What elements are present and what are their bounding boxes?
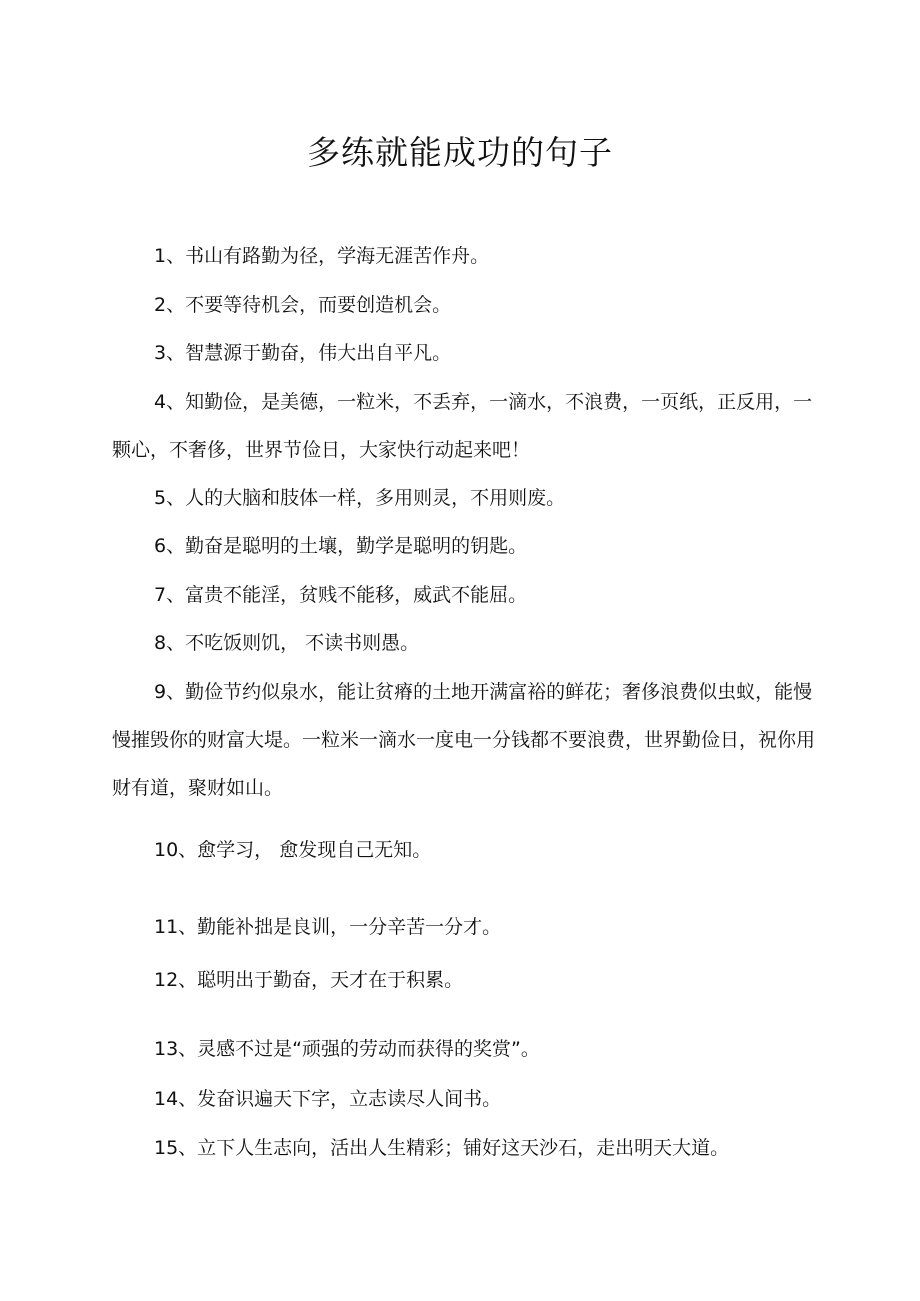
list-item: 10、愈学习， 愈发现自己无知。 <box>154 839 432 861</box>
list-item: 13、灵感不过是“顽强的劳动而获得的奖赏”。 <box>154 1038 540 1060</box>
list-item: 1、书山有路勤为径，学海无涯苦作舟。 <box>154 245 490 267</box>
list-item: 2、不要等待机会，而要创造机会。 <box>154 294 452 316</box>
list-item: 12、聪明出于勤奋，天才在于积累。 <box>154 969 464 991</box>
list-item: 8、不吃饭则饥， 不读书则愚。 <box>154 632 420 654</box>
list-item: 5、人的大脑和肢体一样，多用则灵，不用则废。 <box>154 487 566 509</box>
list-item: 6、勤奋是聪明的土壤，勤学是聪明的钥匙。 <box>154 535 528 557</box>
list-item: 4、知勤俭，是美德，一粒米，不丢弃，一滴水，不浪费，一页纸，正反用，一颗心，不奢侈，世界节俭日，大家快行动起来吧！ <box>112 391 813 461</box>
list-item: 7、富贵不能淫，贫贱不能移，威武不能屈。 <box>154 584 528 606</box>
list-item: 3、智慧源于勤奋，伟大出自平凡。 <box>154 342 452 364</box>
list-item: 9、勤俭节约似泉水，能让贫瘠的土地开满富裕的鲜花；奢侈浪费似虫蚁，能慢慢摧毁你的财富大堤。一粒米一滴水一度电一分钱都不要浪费，世界勤俭日，祝你用财有道，聚财如山。 <box>112 681 816 799</box>
list-item: 11、勤能补拙是良训，一分辛苦一分才。 <box>154 916 502 938</box>
list-item: 15、立下人生志向，活出人生精彩；铺好这天沙石，走出明天大道。 <box>154 1137 730 1159</box>
list-item: 14、发奋识遍天下字，立志读尽人间书。 <box>154 1088 502 1110</box>
page-title: 多练就能成功的句子 <box>307 133 613 172</box>
